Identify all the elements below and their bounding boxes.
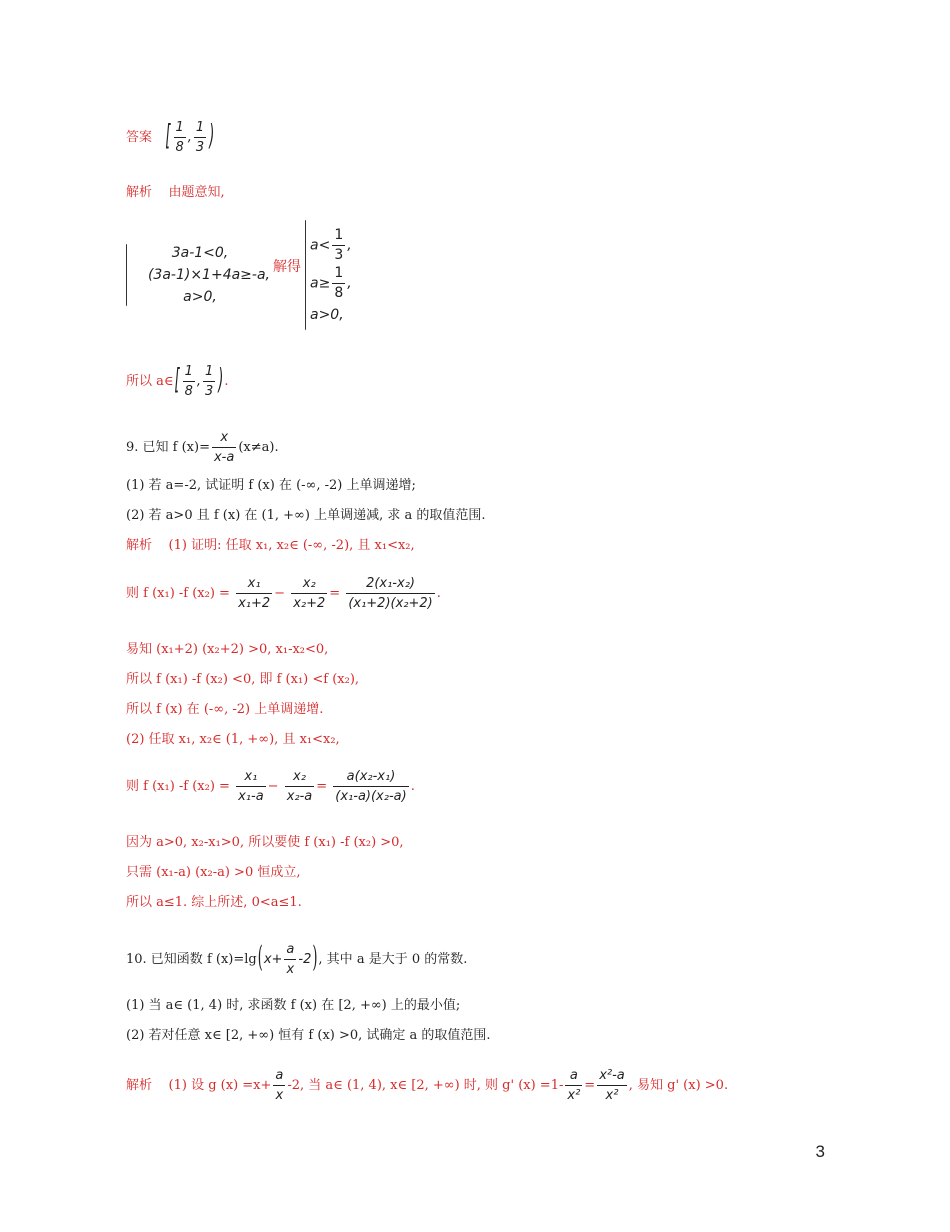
answer-interval: [ $\frac{1}{8}$ , $\frac{1}{3}$ ) [165,119,215,155]
q9-part1: (1) 若 a=-2, 试证明 f (x) 在 (-∞, -2) 上单调递增; [126,478,416,493]
q9-line-d: (2) 任取 x₁, x₂∈ (1, +∞), 且 x₁<x₂, [126,732,340,747]
q9-line-a: 易知 (x₁+2) (x₂+2) >0, x₁-x₂<0, [126,642,329,657]
q9-line-f: 只需 (x₁-a) (x₂-a) >0 恒成立, [126,865,301,880]
analysis-intro [126,184,225,202]
left-system [130,242,270,308]
q9-diff-1: 则 f (x₁) -f (x₂) = $\frac{\text{x₁}}{\text{x₁+2}}$ − $\frac{\text{x₂}}{\text{x₂+2}}$ = $\frac{\text{2(x₁-x₂)}}{\text{(x₁+2)(x₂+2)}}$ . [126,576,441,611]
page-number: 3 [815,1142,825,1161]
solve-word: 解得 [273,259,301,275]
q9-diff-2: 则 f (x₁) -f (x₂) = $\frac{\text{x₁}}{\text{x₁-a}}$ − $\frac{\text{x₂}}{\text{x₂-a}}$ = $\frac{\text{a(x₂-x₁)}}{\text{(x₁-a)(x₂-a)}}$ . [126,769,415,804]
q9-solution-intro: 解析 (1) 证明: 任取 x₁, x₂∈ (-∞, -2), 且 x₁<x₂, [126,538,415,553]
q9-line-b: 所以 f (x₁) -f (x₂) <0, 即 f (x₁) <f (x₂), [126,672,360,687]
left-system-brace [126,244,127,306]
q9-stem: 9. 已知 f (x)= $\frac{x}{x-a}$ (x≠a). [126,430,279,465]
q10-part1: (1) 当 a∈ (1, 4) 时, 求函数 f (x) 在 [2, +∞) 上的最小值; [126,998,461,1013]
q9-line-c: 所以 f (x) 在 (-∞, -2) 上单调递增. [126,702,324,717]
system-line-1: 3a-1<0, [171,245,229,261]
system-line-2: (3a-1)×1+4a≥-a, [147,267,270,283]
right-system: a< $\frac{1}{3}$ , a≥ $\frac{1}{8}$ , a>0, [310,227,352,323]
answer-label: 答案 [126,130,153,145]
q9-line-e: 因为 a>0, x₂-x₁>0, 所以要使 f (x₁) -f (x₂) >0, [126,835,404,850]
answer-line [126,118,215,157]
q10-solution: 解析 (1) 设 g (x) =x+ $\frac{a}{x}$ -2, 当 a∈ (1, 4), x∈ [2, +∞) 时, 则 g' (x) =1- $\frac{a}{\text{x²}}$ = $\frac{\text{x²-a}}{\text{x²}}$ , 易知 g' (x) >0. [126,1068,729,1103]
q10-part2: (2) 若对任意 x∈ [2, +∞) 恒有 f (x) >0, 试确定 a 的取值范围. [126,1028,491,1043]
right-system-brace [305,220,306,330]
analysis-label: 解析 [126,185,153,200]
system-line-3: a>0, [183,289,217,305]
analysis-conclusion: 所以 a∈[ $\frac{1}{8}$ , $\frac{1}{3}$ ). [126,363,229,399]
q9-part2: (2) 若 a>0 且 f (x) 在 (1, +∞) 上单调递减, 求 a 的取值范围. [126,508,486,523]
analysis-text: 由题意知, [168,185,225,200]
q10-stem: 10. 已知函数 f (x)=lg(x+ $\frac{a}{x}$ -2), 其中 a 是大于 0 的常数. [126,941,468,977]
q9-line-g: 所以 a≤1. 综上所述, 0<a≤1. [126,895,302,910]
